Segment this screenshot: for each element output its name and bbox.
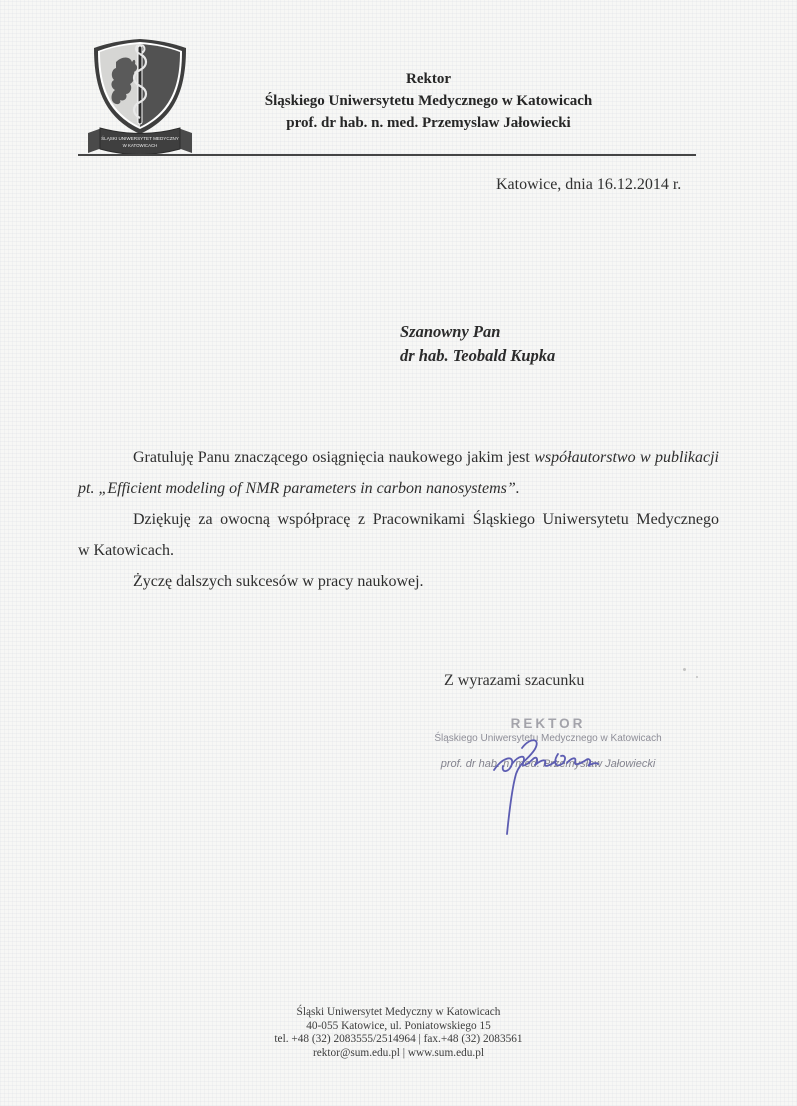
letterhead-institution: Śląskiego Uniwersytetu Medycznego w Katowicach [264, 93, 593, 109]
paragraph2-line1: Dziękuję za owocną współpracę z Pracownikami Śląskiego Uniwersytetu Medycznego [133, 511, 719, 528]
addressee-block [400, 320, 555, 368]
letterhead-title: Rektor [406, 71, 451, 87]
stamp-rector-name: prof. dr hab. n. med. Przemysław Jałowiecki [440, 758, 656, 770]
letter-body [78, 442, 719, 597]
footer-institution: Śląski Uniwersytet Medyczny w Katowicach [296, 1006, 501, 1018]
p1-italic-text: współautorstwo w publikacji [534, 449, 720, 466]
addressee-salutation: Szanowny Pan [400, 322, 501, 341]
footer-email-web: rektor@sum.edu.pl | www.sum.edu.pl [312, 1046, 484, 1059]
footer-contact-block [0, 1006, 797, 1060]
letterhead-rector-name: prof. dr hab. n. med. Przemyslaw Jałowiecki [286, 115, 571, 131]
stamp-title: REKTOR [510, 716, 586, 731]
p1-publication-title: pt. „Efficient modeling of NMR parameters in carbon nanosystems”. [78, 480, 520, 497]
letterhead [120, 68, 737, 134]
banner-line2: W KATOWICACH [122, 143, 158, 148]
addressee-name: dr hab. Teobald Kupka [400, 346, 556, 365]
stamp-institution: Śląskiego Uniwersytetu Medycznego w Katowicach [434, 733, 662, 744]
paragraph2-line2: w Katowicach. [78, 542, 174, 559]
p1-regular-text: Gratuluję Panu znaczącego osiągnięcia naukowego jakim jest [133, 449, 530, 466]
scan-speck [696, 676, 698, 678]
dateline: Katowice, dnia 16.12.2014 r. [496, 176, 682, 193]
paragraph3: Życzę dalszych sukcesów w pracy naukowej. [133, 573, 424, 590]
footer-address: 40-055 Katowice, ul. Poniatowskiego 15 [306, 1019, 491, 1032]
banner-line1: ŚLĄSKI UNIWERSYTET MEDYCZNY [101, 136, 179, 141]
footer-phone-fax: tel. +48 (32) 2083555/2514964 | fax.+48 (32) 2083561 [274, 1033, 523, 1045]
rector-stamp [408, 716, 688, 770]
paragraph1-line2 [78, 473, 719, 504]
letterhead-divider-rule [78, 154, 696, 156]
closing-phrase: Z wyrazami szacunku [444, 672, 585, 689]
paragraph1-line1 [78, 442, 719, 473]
scan-speck [683, 668, 686, 671]
